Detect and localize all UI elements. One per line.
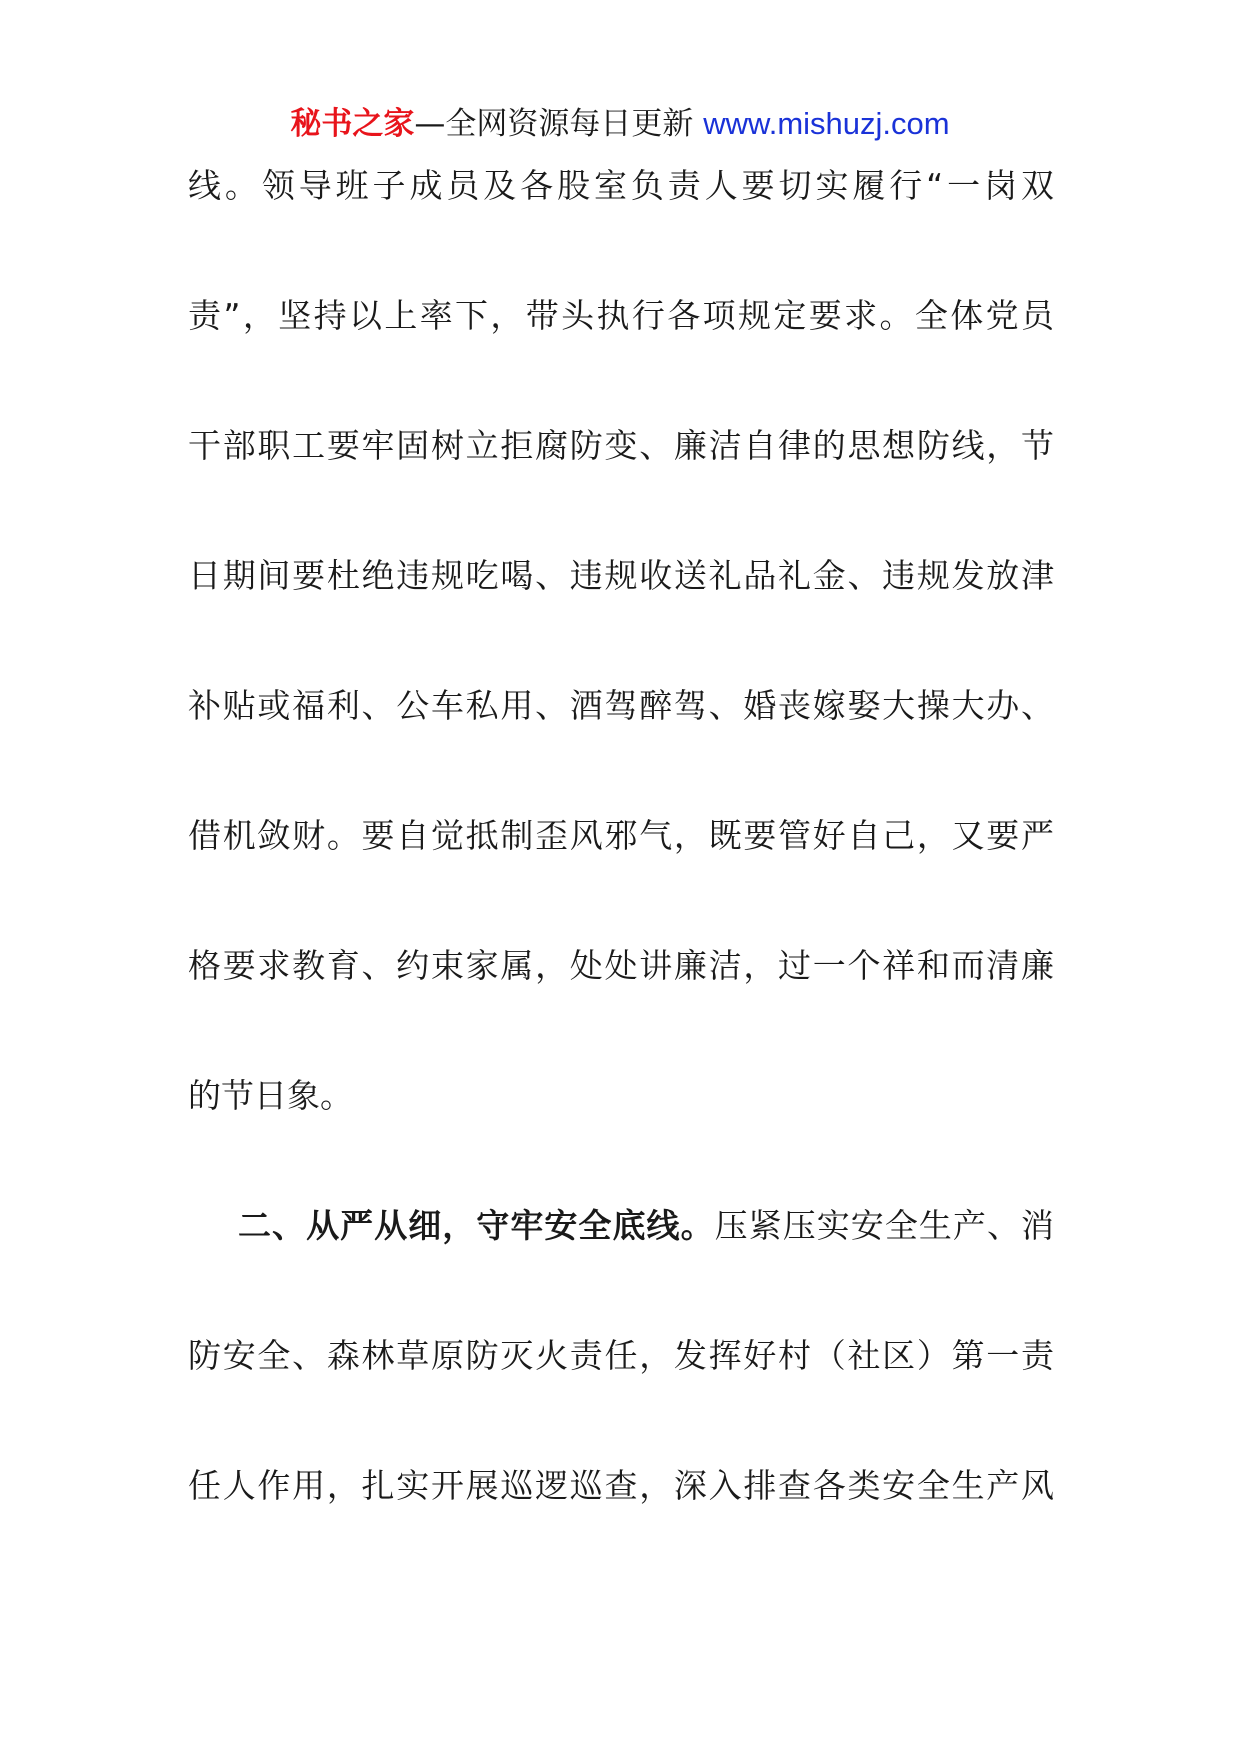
section-heading-line xyxy=(188,1200,1054,1330)
text-line: 的节日象。 xyxy=(188,1076,353,1115)
text-line: 格要求教育、约束家属，处处讲廉洁，过一个祥和而清廉 xyxy=(188,946,1054,985)
site-url-link[interactable]: www.mishuzj.com xyxy=(703,106,950,141)
text-line: 借机敛财。要自觉抵制歪风邪气，既要管好自己，又要严 xyxy=(188,816,1054,855)
text-line: 日期间要杜绝违规吃喝、违规收送礼品礼金、违规发放津 xyxy=(188,556,1054,595)
site-brand: 秘书之家 xyxy=(290,106,415,142)
text-line: 防安全、森林草原防灭火责任，发挥好村（社区）第一责 xyxy=(188,1336,1054,1375)
site-tagline: —全网资源每日更新 xyxy=(414,106,694,142)
document-body xyxy=(188,160,1054,1590)
section-heading: 二、从严从细，守牢安全底线。 xyxy=(238,1206,715,1245)
section-lead-text: 压紧压实安全生产、消 xyxy=(714,1206,1055,1245)
text-line: 补贴或福利、公车私用、酒驾醉驾、婚丧嫁娶大操大办、 xyxy=(188,686,1054,725)
text-line: 责”，坚持以上率下，带头执行各项规定要求。全体党员 xyxy=(188,296,1054,335)
text-line: 任人作用，扎实开展巡逻巡查，深入排查各类安全生产风 xyxy=(188,1466,1054,1505)
text-line: 线。领导班子成员及各股室负责人要切实履行“一岗双 xyxy=(188,166,1054,205)
text-line: 干部职工要牢固树立拒腐防变、廉洁自律的思想防线，节 xyxy=(188,426,1054,465)
site-header xyxy=(0,100,1240,148)
